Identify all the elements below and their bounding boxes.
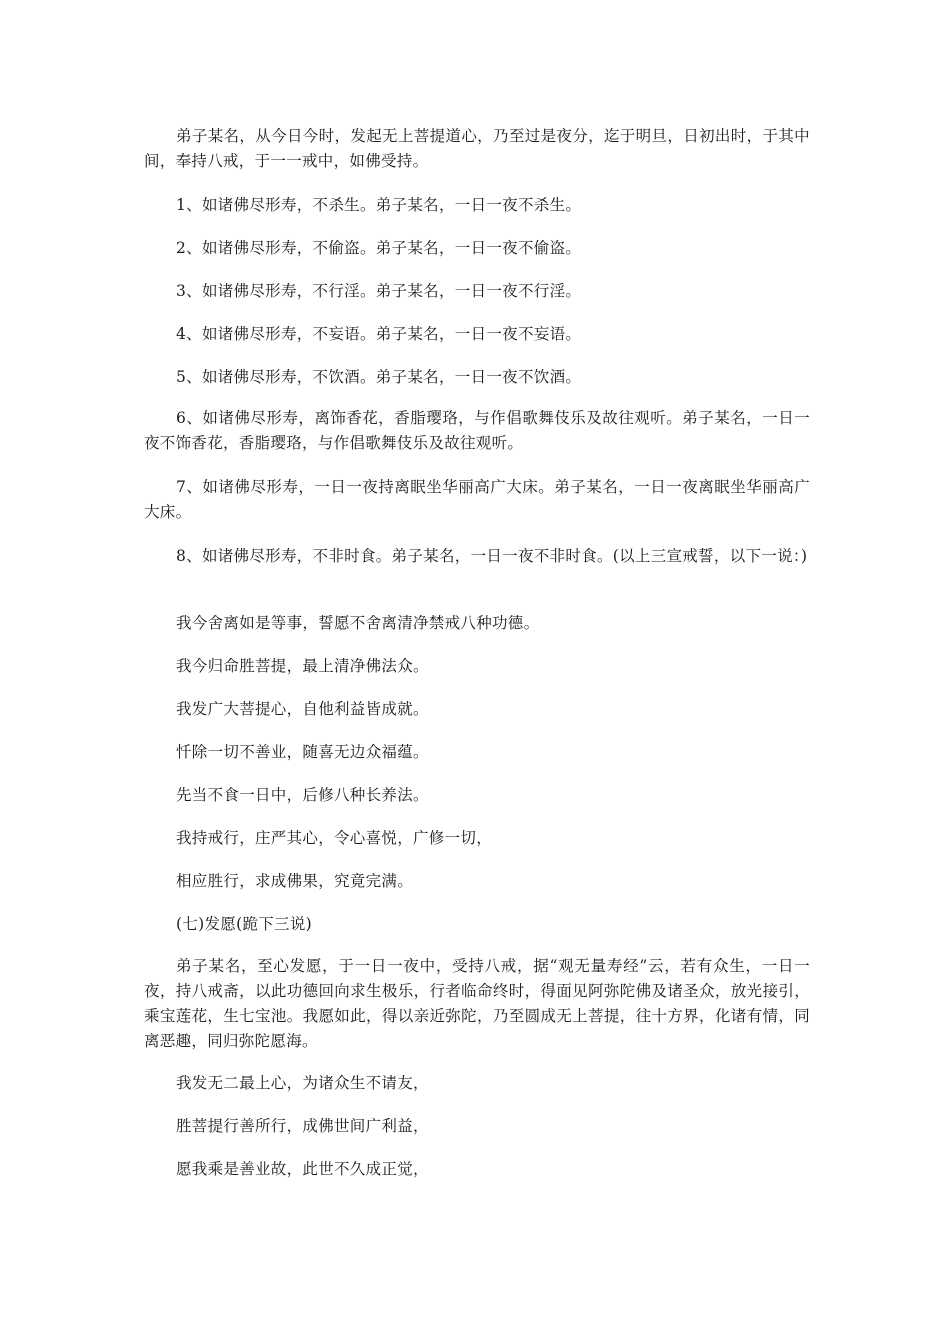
precept-1: 1、如诸佛尽形寿，不杀生。弟子某名，一日一夜不杀生。 [176,196,582,214]
verse-line: 我持戒行，庄严其心，令心喜悦，广修一切， [176,829,493,847]
precept-5: 5、如诸佛尽形寿，不饮酒。弟子某名，一日一夜不饮酒。 [176,368,582,386]
precept-3: 3、如诸佛尽形寿，不行淫。弟子某名，一日一夜不行淫。 [176,282,582,300]
verse-line: 相应胜行，求成佛果，究竟完满。 [176,872,414,890]
verse-line: 先当不食一日中，后修八种长养法。 [176,786,429,804]
verse-line: 胜菩提行善所行，成佛世间广利益， [176,1117,429,1135]
precept-6: 6、如诸佛尽形寿，离饰香花，香脂璎珞，与作倡歌舞伎乐及故往观听。弟子某名，一日一夜不饰香花，香脂璎珞，与作倡歌舞伎乐及故往观听。 [144,409,810,452]
verse-line: 我今舍离如是等事，誓愿不舍离清净禁戒八种功德。 [176,614,540,632]
precept-7: 7、如诸佛尽形寿，一日一夜持离眠坐华丽高广大床。弟子某名，一日一夜离眠坐华丽高广大床。 [144,478,810,521]
verse-line: 忏除一切不善业，随喜无边众福蕴。 [176,743,429,761]
verse-line: 我发无二最上心，为诸众生不请友， [176,1074,429,1092]
precept-8: 8、如诸佛尽形寿，不非时食。弟子某名，一日一夜不非时食。(以上三宣戒誓，以下一说：) [176,547,808,565]
verse-line: 我发广大菩提心，自他利益皆成就。 [176,700,429,718]
paragraph-opening-vow: 弟子某名，从今日今时，发起无上菩提道心，乃至过是夜分，迄于明旦，日初出时，于其中间，奉持八戒，于一一戒中，如佛受持。 [144,127,810,170]
verse-line: 愿我乘是善业故，此世不久成正觉， [176,1160,429,1178]
precept-4: 4、如诸佛尽形寿，不妄语。弟子某名，一日一夜不妄语。 [176,325,582,343]
precept-2: 2、如诸佛尽形寿，不偷盗。弟子某名，一日一夜不偷盗。 [176,239,582,257]
verse-line: 我今归命胜菩提，最上清净佛法众。 [176,657,429,675]
section-heading: (七)发愿(跪下三说) [176,915,312,933]
paragraph-vow: 弟子某名，至心发愿，于一日一夜中，受持八戒，据“观无量寿经”云，若有众生，一日一夜，持八戒斋，以此功德回向求生极乐，行者临命终时，得面见阿弥陀佛及诸圣众，放光接引，乘宝莲花，生七宝池。我愿如此，得以亲近弥陀，乃至圆成无上菩提，往十方界，化诸有情，同离恶趣，同归弥陀愿海。 [144,957,810,1050]
